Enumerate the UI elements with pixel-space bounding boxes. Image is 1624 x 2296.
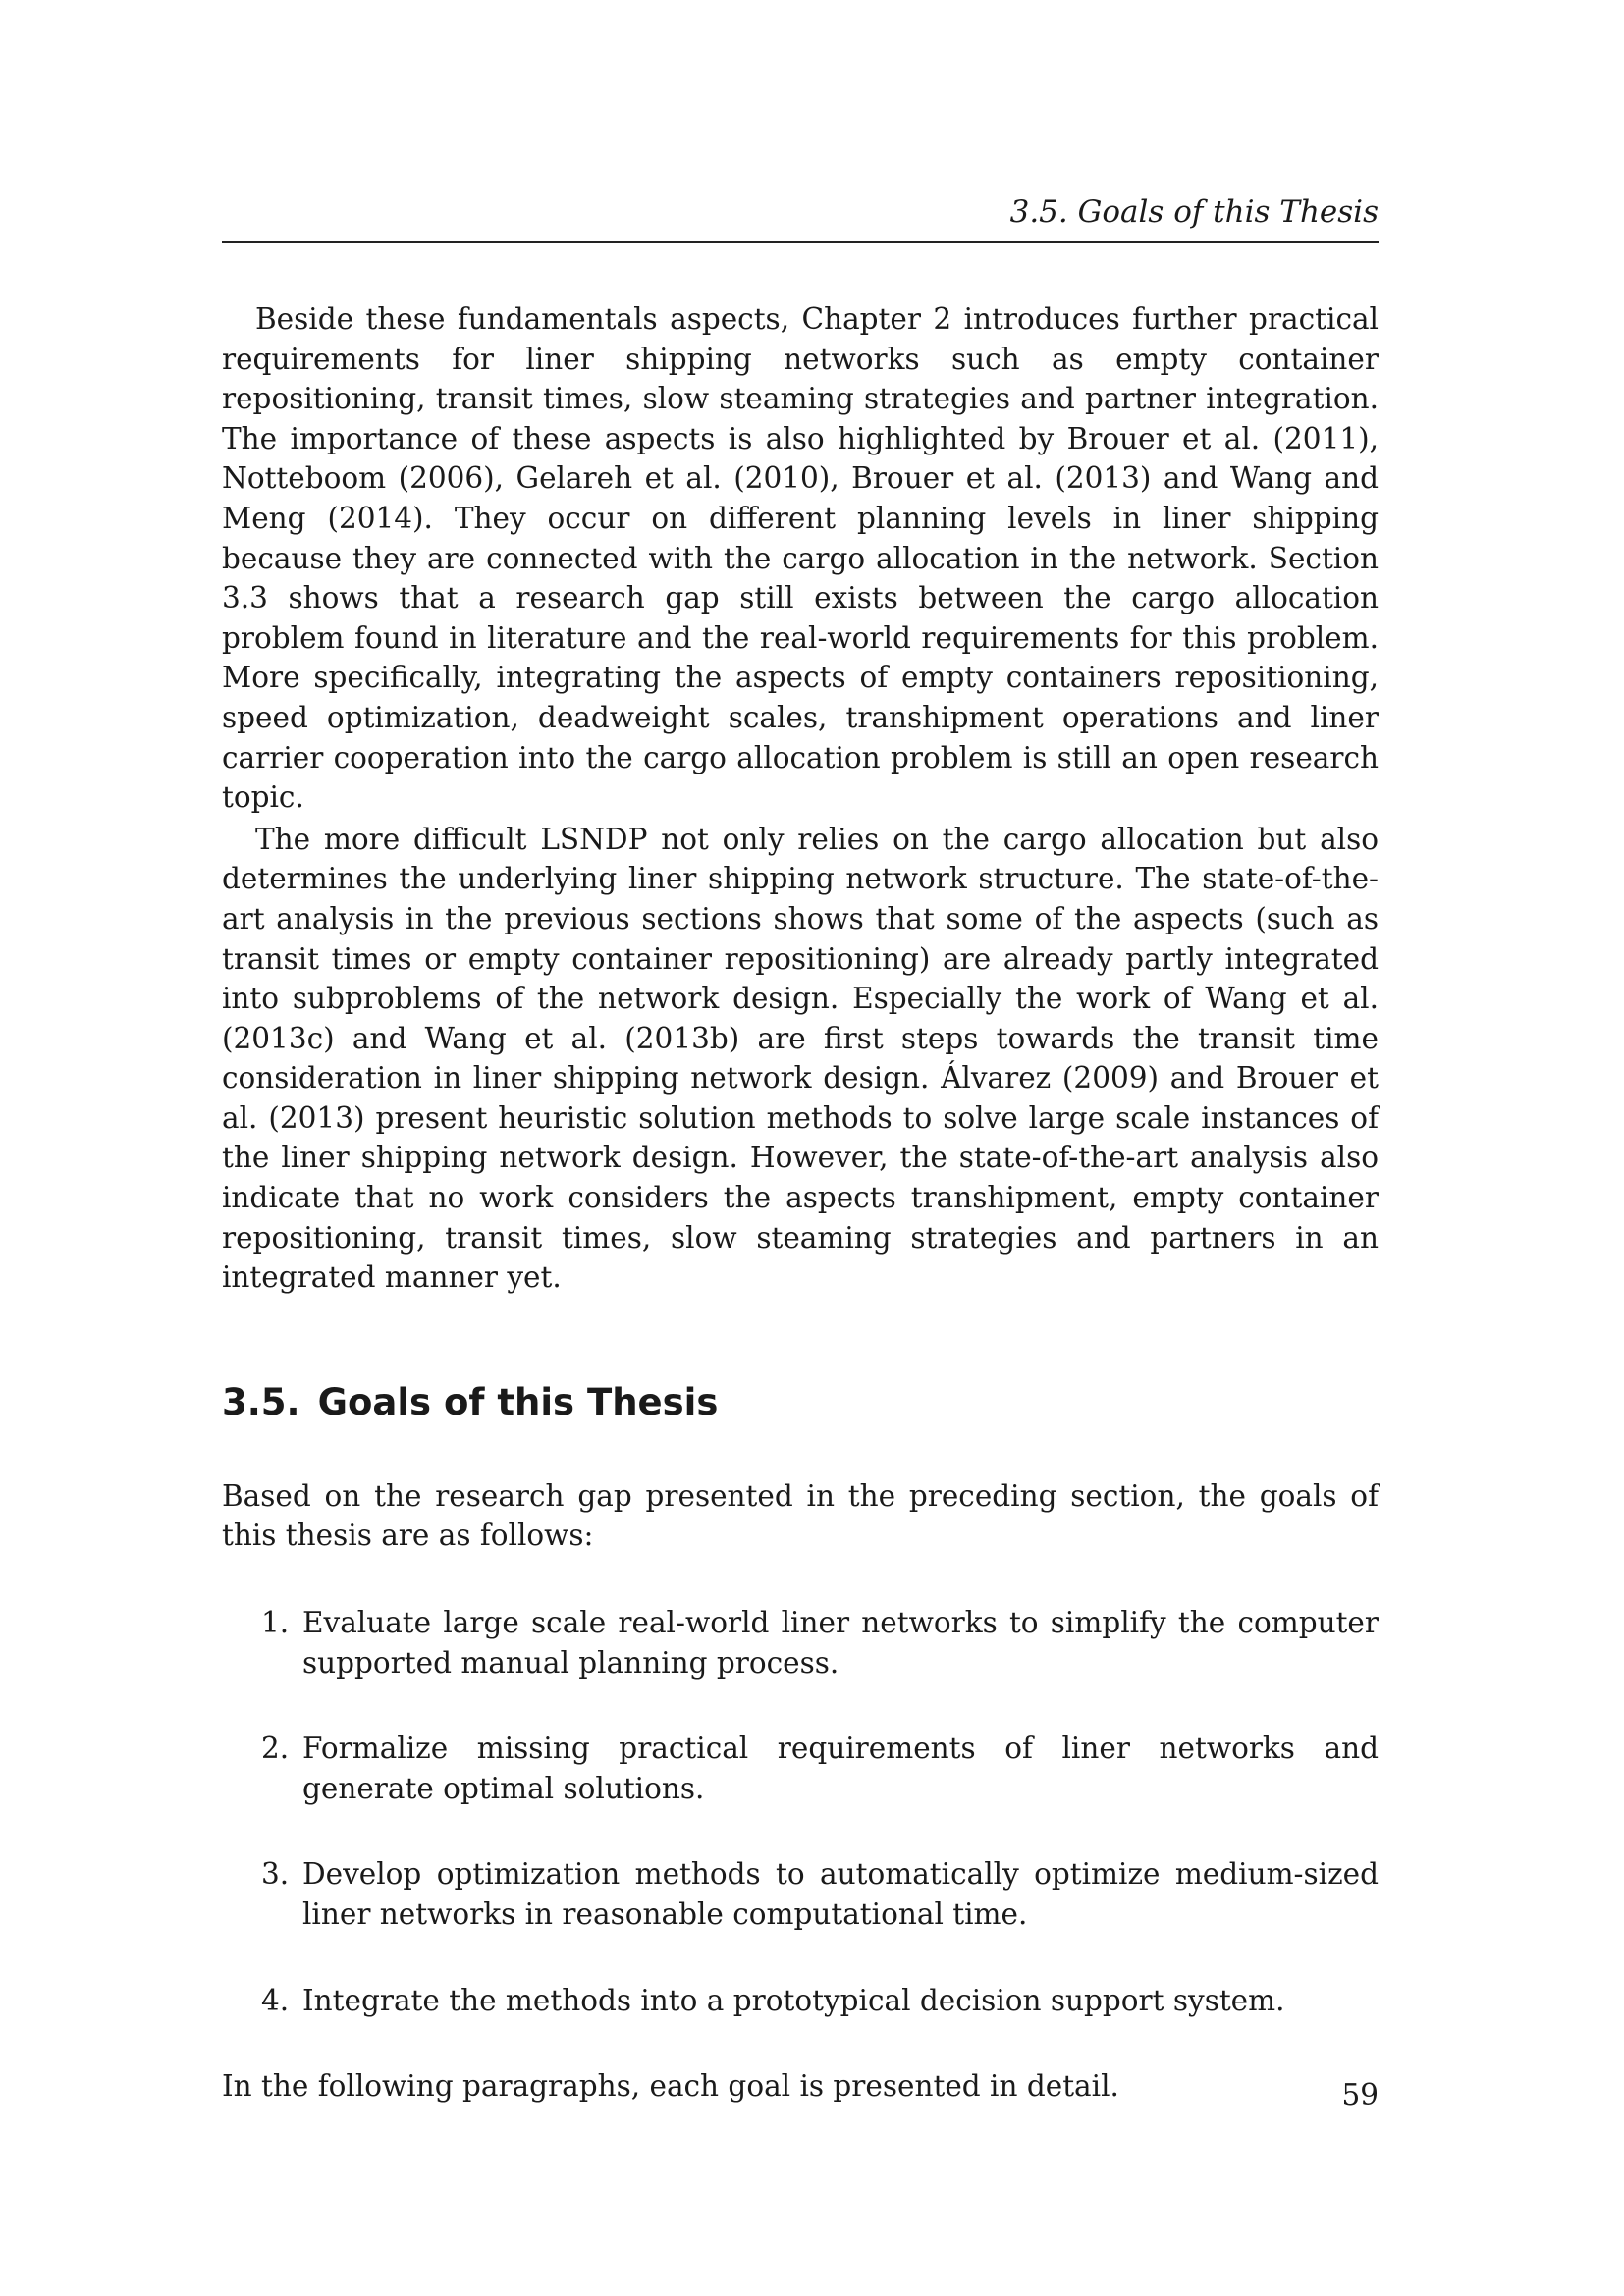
page-header xyxy=(222,192,1379,243)
list-item xyxy=(222,1854,1379,1934)
paragraph: The more difficult LSNDP not only relies on the cargo allocation but also determines the underlying liner shipping network structure. The state-of-the-art analysis in the previous sections shows that some of the aspects (such as transit times or empty container repositioning) are already partly integrated into subproblems of the network design. Especially the work of Wang et al. (2013c) and Wang et al. (2013b) are first steps towards the transit time consideration in liner shipping network design. Álvarez (2009) and Brouer et al. (2013) present heuristic solution methods to solve large scale instances of the liner shipping network design. However, the state-of-the-art analysis also indicate that no work considers the aspects transhipment, empty container repositioning, transit times, slow steaming strategies and partners in an integrated manner yet. xyxy=(222,822,1379,1295)
goals-list xyxy=(222,1603,1379,2020)
list-item-number: 1. xyxy=(261,1606,290,1640)
intro-paragraph: Based on the research gap presented in the preceding section, the goals of this thesis are as follows: xyxy=(222,1478,1379,1553)
list-item-text: Evaluate large scale real-world liner networks to simplify the computer supported manual planning process. xyxy=(302,1606,1379,1680)
page-number: 59 xyxy=(1341,2078,1379,2111)
list-item xyxy=(222,1729,1379,1808)
closing-paragraph: In the following paragraphs, each goal is presented in detail. xyxy=(222,2069,1119,2104)
list-item-number: 4. xyxy=(261,1983,290,2017)
running-head: 3.5. Goals of this Thesis xyxy=(1009,194,1379,230)
body-text xyxy=(222,299,1379,2107)
list-item-number: 3. xyxy=(261,1857,290,1892)
list-item-text: Formalize missing practical requirements of liner networks and generate optimal solutions. xyxy=(302,1732,1379,1805)
list-item xyxy=(222,1603,1379,1682)
section-heading xyxy=(222,1380,1379,1425)
paragraph: Beside these fundamentals aspects, Chapter 2 introduces further practical requirements for liner shipping networks such as empty container repositioning, transit times, slow steaming strategies and partner integration. The importance of these aspects is also highlighted by Brouer et al. (2011), Notteboom (2006), Gelareh et al. (2010), Brouer et al. (2013) and Wang and Meng (2014). They occur on different planning levels in liner shipping because they are connected with the cargo allocation in the network. Section 3.3 shows that a research gap still exists between the cargo allocation problem found in literature and the real-world requirements for this problem. More specifically, integrating the aspects of empty containers repositioning, speed optimization, deadweight scales, transhipment operations and liner carrier cooperation into the cargo allocation problem is still an open research topic. xyxy=(222,302,1379,815)
section-title: Goals of this Thesis xyxy=(317,1380,719,1423)
section-number: 3.5. xyxy=(222,1380,300,1423)
list-item-text: Develop optimization methods to automatically optimize medium-sized liner networks in reasonable computational time. xyxy=(302,1857,1379,1931)
list-item-text: Integrate the methods into a prototypical decision support system. xyxy=(302,1983,1285,2017)
list-item xyxy=(222,1981,1379,2021)
list-item-number: 2. xyxy=(261,1732,290,1766)
